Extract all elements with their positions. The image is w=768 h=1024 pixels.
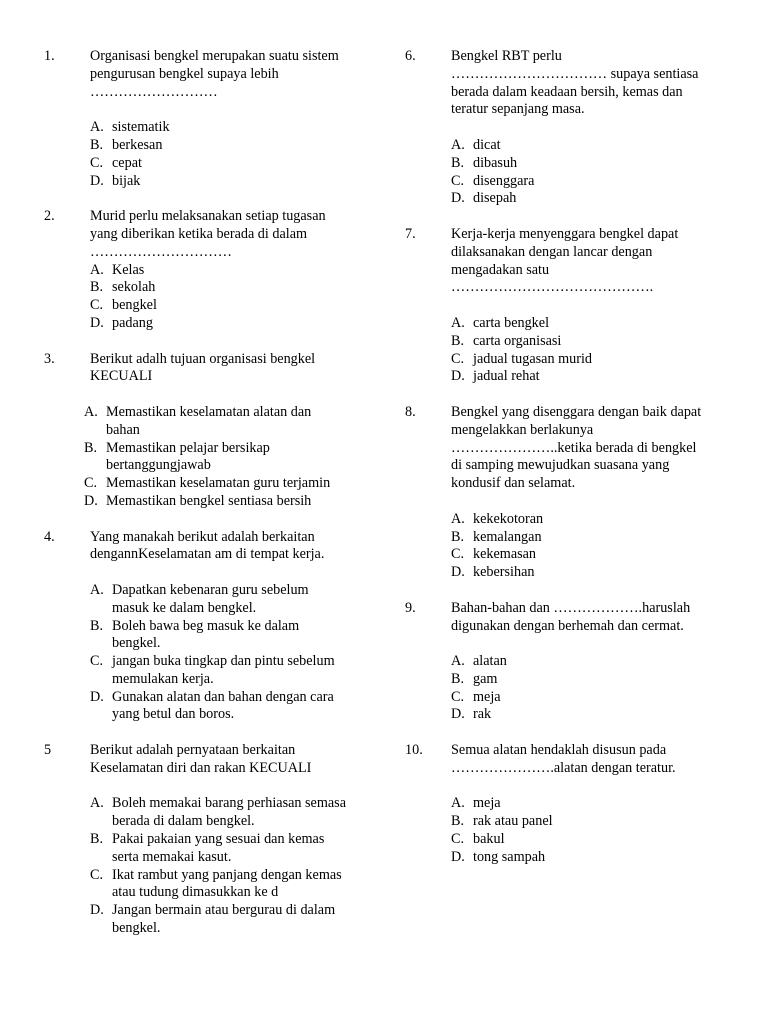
- answer-options: [90, 582, 364, 724]
- answer-option: [451, 653, 725, 671]
- option-letter: C.: [451, 546, 465, 563]
- answer-option: [451, 351, 725, 369]
- question-5: [44, 742, 364, 956]
- option-text: kekemasan: [473, 546, 537, 563]
- option-text: jangan buka tingkap dan pintu sebelum: [112, 653, 335, 670]
- answer-option: [90, 137, 364, 155]
- question-9: [405, 600, 725, 742]
- option-text: bijak: [112, 172, 141, 189]
- answer-option: [451, 795, 725, 813]
- answer-option: [451, 315, 725, 333]
- option-letter: A.: [90, 581, 104, 598]
- answer-option: [84, 493, 364, 511]
- question-stem: [90, 208, 364, 261]
- answer-option: [451, 706, 725, 724]
- question-number: 3.: [44, 350, 55, 367]
- answer-option: [451, 190, 725, 208]
- option-letter: B.: [451, 154, 465, 171]
- option-text: Pakai pakaian yang sesuai dan kemas: [112, 831, 325, 848]
- option-letter: C.: [90, 653, 104, 670]
- left-column: [44, 48, 364, 956]
- option-text: carta bengkel: [473, 314, 550, 331]
- option-text: bahan: [106, 421, 140, 438]
- option-letter: C.: [90, 866, 104, 883]
- answer-option: [451, 368, 725, 386]
- option-text: dibasuh: [473, 154, 518, 171]
- option-text: Memastikan keselamatan alatan dan: [106, 403, 312, 420]
- stem-line: Semua alatan hendaklah disusun pada: [451, 742, 667, 759]
- answer-options: [451, 511, 725, 582]
- option-text: carta organisasi: [473, 332, 562, 349]
- stem-line: …………………………: [90, 243, 232, 260]
- option-letter: A.: [90, 261, 104, 278]
- option-letter: D.: [90, 172, 104, 189]
- stem-line: …………………..ketika berada di bengkel: [451, 439, 697, 456]
- answer-option: [451, 137, 725, 155]
- stem-line: Berikut adalh tujuan organisasi bengkel: [90, 350, 316, 367]
- option-text: Memastikan pelajar bersikap: [106, 439, 270, 456]
- option-text: berkesan: [112, 136, 163, 153]
- stem-line: Bahan-bahan dan ……………….haruslah: [451, 599, 691, 616]
- answer-option: [90, 155, 364, 173]
- option-text: bertanggungjawab: [106, 457, 211, 474]
- stem-line: digunakan dengan berhemah dan cermat.: [451, 617, 684, 634]
- answer-option: [90, 582, 364, 618]
- answer-option: [90, 262, 364, 280]
- answer-options: [451, 137, 725, 208]
- option-letter: A.: [451, 510, 465, 527]
- answer-option: [451, 333, 725, 351]
- option-text: yang betul dan boros.: [112, 706, 235, 723]
- answer-option: [90, 867, 364, 903]
- question-stem: [451, 404, 725, 493]
- answer-options: [84, 404, 364, 511]
- option-letter: C.: [84, 475, 98, 492]
- answer-option: [451, 511, 725, 529]
- option-text: Boleh memakai barang perhiasan semasa: [112, 795, 347, 812]
- option-text: sistematik: [112, 119, 170, 136]
- answer-options: [451, 315, 725, 386]
- option-letter: A.: [451, 795, 465, 812]
- option-text: bengkel: [112, 297, 157, 314]
- option-text: Memastikan bengkel sentiasa bersih: [106, 492, 312, 509]
- option-letter: B.: [90, 279, 104, 296]
- stem-line: teratur sepanjang masa.: [451, 101, 585, 118]
- option-text: bengkel.: [112, 920, 161, 937]
- stem-line: dengannKeselamatan am di tempat kerja.: [90, 546, 325, 563]
- question-number: 6.: [405, 48, 416, 64]
- option-letter: D.: [451, 564, 465, 581]
- option-letter: B.: [84, 439, 98, 456]
- question-stem: [90, 351, 364, 387]
- question-number: 5: [44, 742, 52, 759]
- option-text: jadual tugasan murid: [473, 350, 592, 367]
- option-letter: D.: [90, 902, 104, 919]
- option-letter: A.: [451, 314, 465, 331]
- question-number: 2.: [44, 208, 55, 225]
- question-3: [44, 351, 364, 529]
- option-letter: C.: [451, 688, 465, 705]
- stem-line: Organisasi bengkel merupakan suatu sistem: [90, 48, 339, 64]
- stem-line: pengurusan bengkel supaya lebih: [90, 65, 279, 82]
- option-letter: C.: [451, 172, 465, 189]
- option-text: Dapatkan kebenaran guru sebelum: [112, 581, 309, 598]
- answer-options: [90, 119, 364, 190]
- answer-option: [451, 564, 725, 582]
- option-text: rak atau panel: [473, 813, 553, 830]
- option-letter: A.: [84, 403, 98, 420]
- question-number: 1.: [44, 48, 55, 64]
- question-8: [405, 404, 725, 600]
- stem-line: berada dalam keadaan bersih, kemas dan: [451, 83, 683, 100]
- answer-options: [90, 262, 364, 333]
- option-text: berada di dalam bengkel.: [112, 813, 255, 830]
- option-text: atau tudung dimasukkan ke d: [112, 884, 279, 901]
- question-number: 8.: [405, 403, 416, 420]
- answer-options: [90, 795, 364, 937]
- stem-line: …………………………… supaya sentiasa: [451, 65, 699, 82]
- stem-line: Keselamatan diri dan rakan KECUALI: [90, 759, 312, 776]
- option-letter: A.: [90, 119, 104, 136]
- option-letter: B.: [90, 831, 104, 848]
- option-letter: D.: [84, 492, 98, 509]
- answer-option: [90, 297, 364, 315]
- option-letter: B.: [451, 332, 465, 349]
- option-text: meja: [473, 795, 501, 812]
- answer-option: [84, 440, 364, 476]
- question-stem: [90, 742, 364, 778]
- option-text: meja: [473, 688, 501, 705]
- stem-line: mengelakkan berlakunya: [451, 421, 594, 438]
- answer-options: [451, 653, 725, 724]
- stem-line: Berikut adalah pernyataan berkaitan: [90, 742, 296, 759]
- option-text: Kelas: [112, 261, 145, 278]
- option-letter: A.: [451, 136, 465, 153]
- option-letter: D.: [451, 368, 465, 385]
- option-letter: A.: [451, 653, 465, 670]
- question-1: [44, 48, 364, 208]
- answer-option: [84, 475, 364, 493]
- stem-line: ………………….alatan dengan teratur.: [451, 759, 676, 776]
- question-number: 9.: [405, 599, 416, 616]
- option-text: masuk ke dalam bengkel.: [112, 599, 257, 616]
- option-letter: D.: [90, 314, 104, 331]
- option-letter: D.: [451, 190, 465, 207]
- option-text: sekolah: [112, 279, 156, 296]
- stem-line: di samping mewujudkan suasana yang: [451, 457, 670, 474]
- stem-line: Bengkel yang disenggara dengan baik dapat: [451, 403, 702, 420]
- right-column: [405, 48, 725, 884]
- option-text: kekekotoran: [473, 510, 544, 527]
- answer-option: [84, 404, 364, 440]
- answer-option: [451, 529, 725, 547]
- answer-option: [451, 671, 725, 689]
- stem-line: Yang manakah berikut adalah berkaitan: [90, 528, 315, 545]
- question-stem: [451, 742, 725, 778]
- question-stem: [451, 48, 725, 119]
- answer-option: [451, 689, 725, 707]
- option-letter: C.: [90, 154, 104, 171]
- question-10: [405, 742, 725, 884]
- option-text: jadual rehat: [473, 368, 540, 385]
- option-letter: C.: [451, 350, 465, 367]
- stem-line: Kerja-kerja menyenggara bengkel dapat: [451, 225, 679, 242]
- option-letter: C.: [451, 831, 465, 848]
- answer-option: [90, 831, 364, 867]
- option-letter: B.: [451, 528, 465, 545]
- question-2: [44, 208, 364, 350]
- answer-option: [451, 831, 725, 849]
- option-text: padang: [112, 314, 153, 331]
- option-text: Jangan bermain atau bergurau di dalam: [112, 902, 336, 919]
- answer-option: [90, 653, 364, 689]
- option-text: Boleh bawa beg masuk ke dalam: [112, 617, 300, 634]
- question-stem: [90, 48, 364, 101]
- question-number: 10.: [405, 742, 423, 759]
- answer-option: [90, 173, 364, 191]
- answer-option: [90, 119, 364, 137]
- option-text: tong sampah: [473, 848, 546, 865]
- option-text: Gunakan alatan dan bahan dengan cara: [112, 688, 334, 705]
- option-letter: A.: [90, 795, 104, 812]
- answer-option: [451, 155, 725, 173]
- option-text: disenggara: [473, 172, 535, 189]
- option-letter: D.: [90, 688, 104, 705]
- option-text: memulakan kerja.: [112, 670, 214, 687]
- stem-line: KECUALI: [90, 368, 153, 385]
- stem-line: dilaksanakan dengan lancar dengan: [451, 243, 653, 260]
- option-letter: B.: [451, 813, 465, 830]
- option-text: dicat: [473, 136, 501, 153]
- answer-option: [90, 795, 364, 831]
- option-text: bengkel.: [112, 635, 161, 652]
- option-letter: B.: [90, 136, 104, 153]
- question-stem: [90, 529, 364, 565]
- answer-option: [451, 813, 725, 831]
- stem-line: ………………………: [90, 83, 218, 100]
- question-number: 4.: [44, 528, 55, 545]
- option-text: kemalangan: [473, 528, 542, 545]
- question-stem: [451, 226, 725, 297]
- question-number: 7.: [405, 225, 416, 242]
- question-4: [44, 529, 364, 743]
- option-text: Memastikan keselamatan guru terjamin: [106, 475, 331, 492]
- answer-option: [90, 902, 364, 938]
- answer-option: [451, 173, 725, 191]
- question-6: [405, 48, 725, 226]
- stem-line: …………………………………….: [451, 279, 654, 296]
- option-text: alatan: [473, 653, 507, 670]
- answer-option: [451, 546, 725, 564]
- answer-option: [90, 279, 364, 297]
- stem-line: Murid perlu melaksanakan setiap tugasan: [90, 208, 326, 225]
- option-text: disepah: [473, 190, 517, 207]
- option-letter: B.: [90, 617, 104, 634]
- stem-line: kondusif dan selamat.: [451, 475, 576, 492]
- option-letter: D.: [451, 848, 465, 865]
- option-text: rak: [473, 706, 492, 723]
- question-stem: [451, 600, 725, 636]
- option-letter: D.: [451, 706, 465, 723]
- option-text: bakul: [473, 831, 505, 848]
- stem-line: Bengkel RBT perlu: [451, 48, 562, 64]
- answer-option: [90, 618, 364, 654]
- option-text: serta memakai kasut.: [112, 848, 232, 865]
- answer-options: [451, 795, 725, 866]
- answer-option: [90, 689, 364, 725]
- option-text: gam: [473, 670, 498, 687]
- answer-option: [451, 849, 725, 867]
- answer-option: [90, 315, 364, 333]
- option-text: cepat: [112, 154, 142, 171]
- option-text: Ikat rambut yang panjang dengan kemas: [112, 866, 342, 883]
- option-letter: C.: [90, 297, 104, 314]
- option-text: kebersihan: [473, 564, 535, 581]
- question-7: [405, 226, 725, 404]
- stem-line: mengadakan satu: [451, 261, 550, 278]
- option-letter: B.: [451, 670, 465, 687]
- stem-line: yang diberikan ketika berada di dalam: [90, 225, 308, 242]
